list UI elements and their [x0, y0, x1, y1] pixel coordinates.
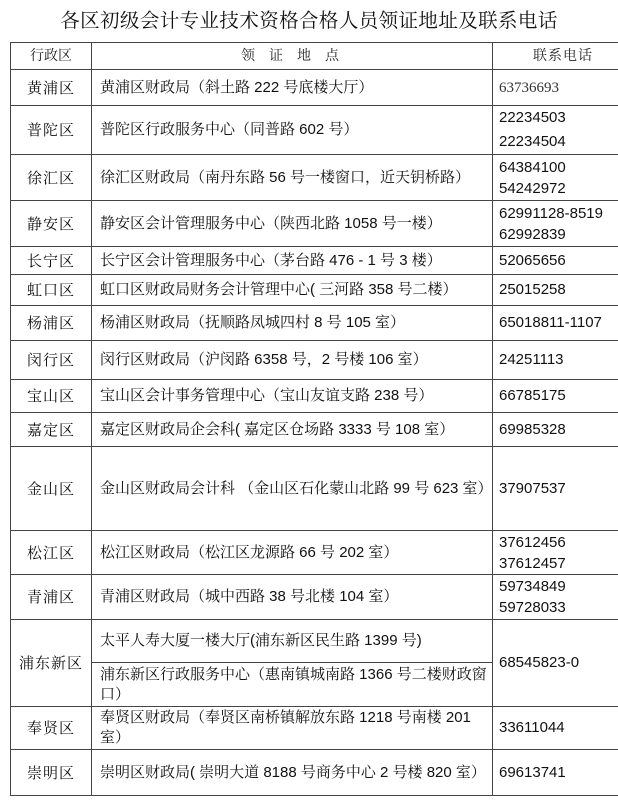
address-table [10, 42, 618, 796]
phone-cell [493, 201, 618, 247]
address-cell: 崇明区财政局( 崇明大道 8188 号商务中心 2 号楼 820 室） [92, 750, 493, 796]
table-row [11, 413, 618, 447]
phone-cell: 33611044 [493, 707, 618, 750]
address-cell: 普陀区行政服务中心（同普路 602 号） [92, 106, 493, 155]
phone-cell: 69613741 [493, 750, 618, 796]
address-cell: 宝山区会计事务管理中心（宝山友谊支路 238 号） [92, 380, 493, 413]
phone-cell [493, 155, 618, 201]
phone-cell [493, 106, 618, 155]
table-row [11, 341, 618, 380]
address-cell: 青浦区财政局（城中西路 38 号北楼 104 室） [92, 575, 493, 620]
phone-cell: 68545823-0 [493, 620, 618, 707]
table-row [11, 247, 618, 275]
district-cell: 虹口区 [11, 275, 92, 306]
phone-number: 62992839 [499, 225, 566, 243]
address-cell: 浦东新区行政服务中心（惠南镇城南路 1366 号二楼财政窗口） [92, 663, 493, 707]
address-cell: 静安区会计管理服务中心（陕西北路 1058 号一楼） [92, 201, 493, 247]
table-row [11, 201, 618, 247]
district-cell: 嘉定区 [11, 413, 92, 447]
district-cell: 杨浦区 [11, 306, 92, 341]
table-row [11, 575, 618, 620]
phone-cell: 66785175 [493, 380, 618, 413]
phone-number: 54242972 [499, 179, 566, 197]
table-row [11, 531, 618, 575]
district-cell: 静安区 [11, 201, 92, 247]
district-cell: 闵行区 [11, 341, 92, 380]
table-row [11, 380, 618, 413]
address-cell: 闵行区财政局（沪闵路 6358 号，2 号楼 106 室） [92, 341, 493, 380]
phone-cell: 63736693 [493, 70, 618, 106]
district-cell: 金山区 [11, 447, 92, 531]
address-cell: 黄浦区财政局（斜土路 222 号底楼大厅） [92, 70, 493, 106]
phone-cell: 37907537 [493, 447, 618, 531]
phone-cell [493, 531, 618, 575]
district-cell: 浦东新区 [11, 620, 92, 707]
district-cell: 黄浦区 [11, 70, 92, 106]
phone-cell: 52065656 [493, 247, 618, 275]
table-row [11, 306, 618, 341]
phone-number: 22234504 [499, 133, 566, 150]
header-district: 行政区 [11, 43, 92, 70]
phone-number: 62991128-8519 [499, 204, 603, 222]
phone-number: 37612456 [499, 533, 566, 551]
phone-cell: 65018811-1107 [493, 306, 618, 341]
phone-number: 59728033 [499, 599, 566, 616]
district-cell: 长宁区 [11, 247, 92, 275]
header-address: 领证地点 [92, 43, 493, 70]
header-row [11, 43, 618, 70]
district-cell: 宝山区 [11, 380, 92, 413]
phone-number: 59734849 [499, 578, 566, 595]
district-cell: 松江区 [11, 531, 92, 575]
table-row [11, 155, 618, 201]
table-row [11, 275, 618, 306]
phone-number: 64384100 [499, 158, 566, 176]
address-cell: 徐汇区财政局（南丹东路 56 号一楼窗口，近天钥桥路） [92, 155, 493, 201]
table-row [11, 620, 618, 663]
table-row [11, 106, 618, 155]
phone-cell [493, 575, 618, 620]
phone-number: 22234503 [499, 109, 566, 126]
address-cell: 嘉定区财政局企会科( 嘉定区仓场路 3333 号 108 室） [92, 413, 493, 447]
phone-cell: 69985328 [493, 413, 618, 447]
phone-cell: 24251113 [493, 341, 618, 380]
table-row [11, 70, 618, 106]
phone-cell: 25015258 [493, 275, 618, 306]
address-cell: 杨浦区财政局（抚顺路凤城四村 8 号 105 室） [92, 306, 493, 341]
district-cell: 青浦区 [11, 575, 92, 620]
district-cell: 崇明区 [11, 750, 92, 796]
address-cell: 太平人寿大厦一楼大厅(浦东新区民生路 1399 号) [92, 620, 493, 663]
district-cell: 奉贤区 [11, 707, 92, 750]
district-cell: 普陀区 [11, 106, 92, 155]
header-phone: 联系电话 [493, 43, 618, 70]
phone-number: 37612457 [499, 554, 566, 572]
address-cell: 金山区财政局会计科 （金山区石化蒙山北路 99 号 623 室） [92, 447, 493, 531]
table-row [11, 447, 618, 531]
table-row [11, 750, 618, 796]
page-title: 各区初级会计专业技术资格合格人员领证地址及联系电话 [60, 9, 558, 32]
table-row [11, 707, 618, 750]
address-cell: 奉贤区财政局（奉贤区南桥镇解放东路 1218 号南楼 201 室） [92, 707, 493, 750]
address-cell: 长宁区会计管理服务中心（茅台路 476 - 1 号 3 楼） [92, 247, 493, 275]
district-cell: 徐汇区 [11, 155, 92, 201]
address-cell: 松江区财政局（松江区龙源路 66 号 202 室） [92, 531, 493, 575]
address-cell: 虹口区财政局财务会计管理中心( 三河路 358 号二楼） [92, 275, 493, 306]
